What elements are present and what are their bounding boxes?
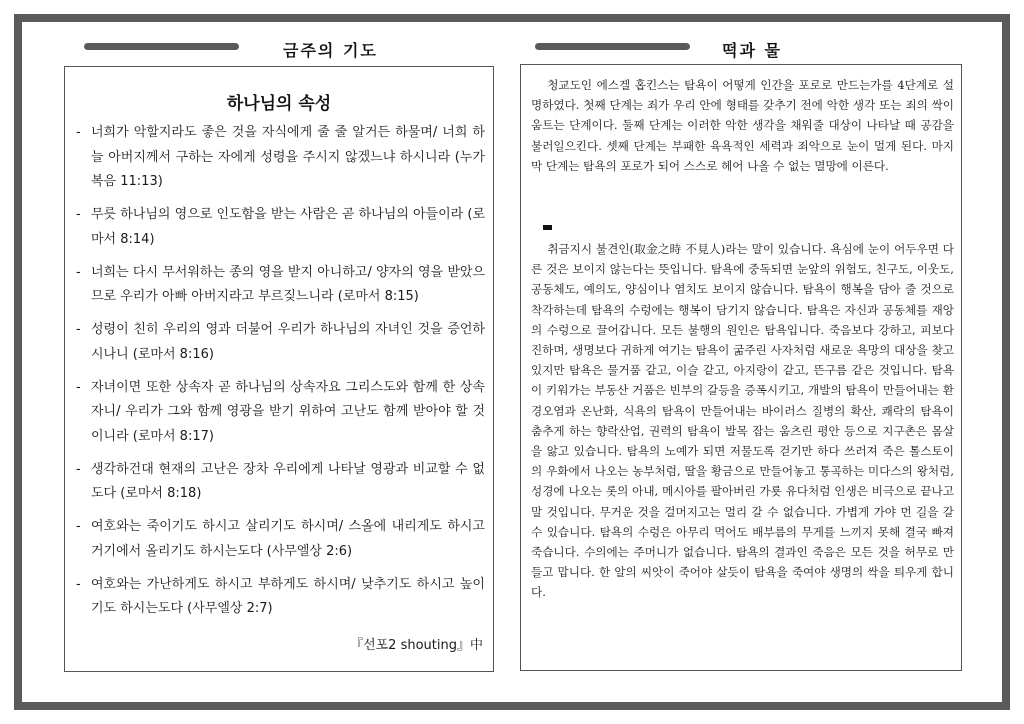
left-header-bar [84, 43, 239, 50]
verse-item: - 너희는 다시 무서워하는 종의 영을 받지 아니하고/ 양자의 영을 받았으므로 우리가 아빠 아버지라고 부르짖느니라 (로마서 8:15) [75, 261, 485, 310]
right-header-bar [535, 43, 690, 50]
source-citation: 『선포2 shouting』中 [350, 638, 483, 653]
verse-list [75, 121, 485, 630]
verse-item: - 너희가 악할지라도 좋은 것을 자식에게 줄 줄 알거든 하물며/ 너희 하늘 아버지께서 구하는 자에게 성령을 주시지 않겠느냐 하시니라 (누가복음 11:13) [75, 121, 485, 195]
prayer-heading: 하나님의 속성 [226, 94, 332, 114]
prayer-panel [64, 66, 494, 672]
section-marker [543, 225, 552, 230]
right-section-title: 떡과 물 [722, 41, 782, 60]
left-section-title: 금주의 기도 [283, 41, 378, 60]
verse-item: - 여호와는 죽이기도 하시고 살리기도 하시며/ 스올에 내리게도 하시고 거기에서 올리기도 하시는도다 (사무엘상 2:6) [75, 515, 485, 564]
verse-item: - 성령이 친히 우리의 영과 더불어 우리가 하나님의 자녀인 것을 증언하시나니 (로마서 8:16) [75, 318, 485, 367]
article-paragraph-1: 청교도인 에스겔 홉킨스는 탐욕이 어떻게 인간을 포로로 만드는가를 4단계로 설명하였다. 첫째 단계는 죄가 우리 안에 형태를 갖추기 전에 악한 생각 또는 죄의 싹이 움트는 단계이다. 둘째 단계는 이러한 악한 생각을 채워줄 대상이 나타날 때 공감을 불러일으킨다. 셋째 단계는 부패한 육욕적인 세력과 죄악으로 눈이 멀게 된다. 마지막 단계는 탐욕의 포로가 되어 스스로 헤어 나올 수 없는 멸망에 이른다. [531, 78, 954, 173]
verse-item: - 여호와는 가난하게도 하시고 부하게도 하시며/ 낮추기도 하시고 높이기도 하시는도다 (사무엘상 2:7) [75, 573, 485, 622]
article-paragraph-2: 취금지시 불견인(取金之時 不見人)라는 말이 있습니다. 욕심에 눈이 어두우면 다른 것은 보이지 않는다는 뜻입니다. 탐욕에 중독되면 눈앞의 위험도, 친구도, 이웃도, 공동체도, 예의도, 양심이나 염치도 보이지 않습니다. 탐욕이 행복을 담아 줄 것으로 착각하는데 탐욕의 수렁에는 행복이 담기지 않습니다. 탐욕은 자신과 공동체를 재앙의 수렁으로 끌어갑니다. 모든 불행의 원인은 탐욕입니다. 죽음보다 강하고, 피보다 진하며, 생명보다 귀하게 여기는 탐욕이 굶주린 사자처럼 새로운 욕망의 대상을 찾고 있지만 탐욕은 물거품 같고, 이슬 같고, 아지랑이 같고, 뜬구름 같은 것입니다. 탐욕이 키워가는 부동산 거품은 빈부의 갈등을 증폭시키고, 개발의 탐욕이 만들어내는 환경오염과 온난화, 식욕의 탐욕이 만들어내는 바이러스 질병의 확산, 쾌락의 탐욕이 춤추게 하는 향락산업, 권력의 탐욕이 발목 잡는 움츠린 평안 등으로 지구촌은 몸살을 앓고 있습니다. 탐욕의 노예가 되면 저물도록 걷기만 하다 쓰러져 죽은 톨스토이의 우화에서 나오는 농부처럼, 딸을 황금으로 만들어놓고 통곡하는 미다스의 왕처럼, 성경에 나오는 롯의 아내, 메시아를 팔아버린 가룟 유다처럼 인생은 비극으로 끝나고 말 것입니다. 무거운 것을 걸머지고는 멀리 갈 수 없습니다. 가볍게 가야 먼 길을 갈 수 있습니다. 탐욕의 수렁은 아무리 먹어도 배부름의 무게를 느끼지 못해 결국 빠져 죽습니다. 수의에는 주머니가 없습니다. 탐욕의 결과인 죽음은 모든 것을 허무로 만들고 맙니다. 한 알의 씨앗이 죽어야 살듯이 탐욕을 죽여야 생명의 싹을 틔우게 합니다. [531, 242, 955, 600]
verse-item: - 생각하건대 현재의 고난은 장차 우리에게 나타날 영광과 비교할 수 없도다 (로마서 8:18) [75, 458, 485, 507]
verse-item: - 무릇 하나님의 영으로 인도함을 받는 사람은 곧 하나님의 아들이라 (로마서 8:14) [75, 203, 485, 252]
bread-water-panel [520, 64, 962, 671]
verse-item: - 자녀이면 또한 상속자 곧 하나님의 상속자요 그리스도와 함께 한 상속자니/ 우리가 그와 함께 영광을 받기 위하여 고난도 함께 받아야 할 것이니라 (로마서 8:17) [75, 376, 485, 450]
